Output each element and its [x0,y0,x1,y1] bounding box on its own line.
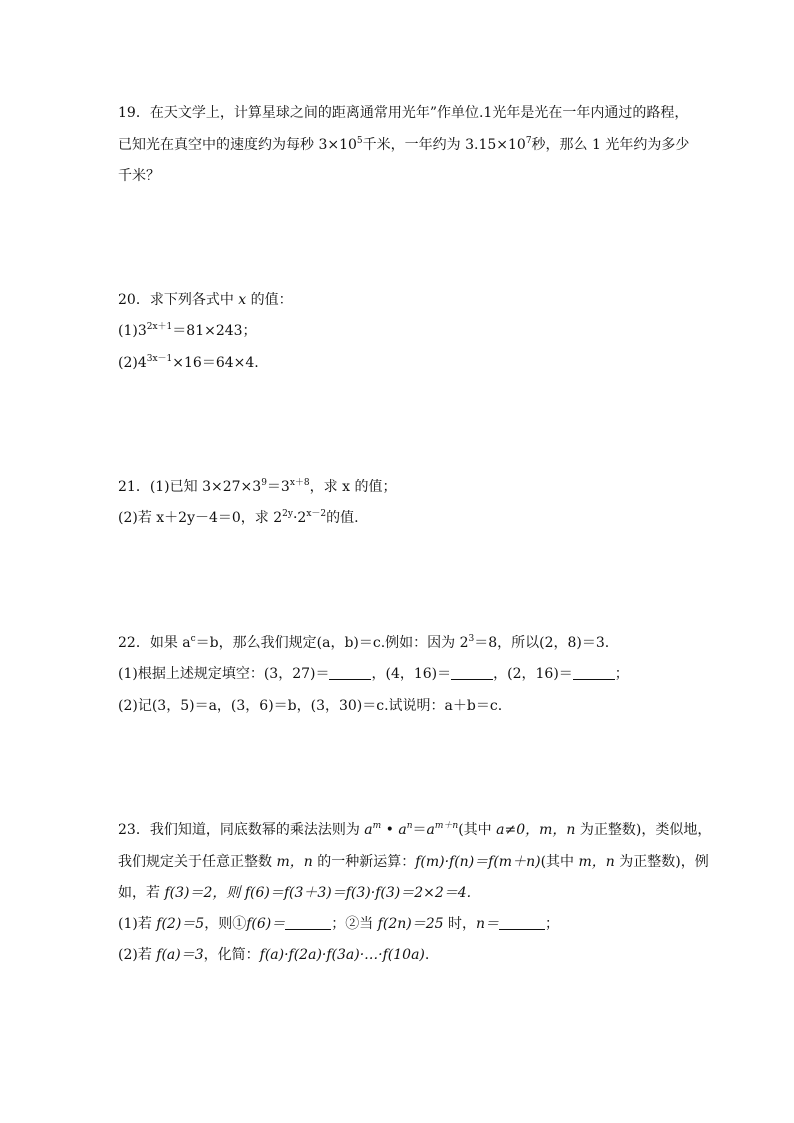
q19-text-3: 千米？ [118,168,160,184]
q23-l2-mn: m，n [276,854,313,870]
q23-p1-c: ；②当 [331,916,378,932]
q23-p1-f6: f(6)＝ [246,916,286,932]
q23-l3-a: 如，若 [118,885,165,901]
q23-l1-dot: • [381,822,399,838]
q23-part-1 [118,914,559,934]
q19-line-2 [118,135,689,155]
q19-exponent-2: 7 [525,136,532,146]
q23-l2-b: 的一种新运算： [312,854,416,870]
answer-blank-3[interactable] [573,665,615,680]
q23-p2-fa: f(a)＝3 [156,947,204,963]
q23-part-2 [118,945,429,965]
q23-p1-b: ，则① [204,916,247,932]
q22-p1-d: ； [614,666,629,682]
q22-head-exponent-1: c [190,634,196,644]
q19-text-2b: 千米，一年约为 3.15×10 [362,137,526,153]
q23-l2-d: 为正整数)，例 [614,854,709,870]
q22-head-exponent-2: 3 [468,634,475,644]
q22-p1-a: (1)根据上述规定填空：(3，27)＝ [118,666,330,682]
q23-line-1 [118,820,711,840]
q23-l2-c: (其中 [540,854,579,870]
q23-p1-f2: f(2)＝5 [156,916,205,932]
q20-part-2 [118,353,259,373]
q21-p2-b: ·2 [292,510,307,526]
q19-line-1 [118,103,688,123]
q23-p1-d: 时， [443,916,476,932]
q22-part-2 [118,696,502,716]
q21-p1-exponent-2: x＋8 [289,478,310,488]
q23-l2-f: f(m)·f(n)＝f(m＋n) [415,854,541,870]
q19-text-2c: 秒，那么 1 光年约为多少 [531,137,690,153]
q20-head-b: 的值： [246,292,293,308]
q20-p2-b: ×16＝64×4. [172,355,259,371]
q23-l1-c: 为正整数)，类似地， [575,822,712,838]
q19-text-1: 19．在天文学上，计算星球之间的距离通常用光年”作单位.1光年是光在一年内通过的路程， [118,105,689,121]
q22-heading [118,633,609,653]
q22-head-b: ＝b，那么我们规定(a，b)＝c.例如：因为 2 [195,635,469,651]
q20-heading [118,290,293,310]
q23-p2-a: (2)若 [118,947,157,963]
q23-p2-b: ，化简： [203,947,260,963]
q23-p2-expr: f(a)·f(2a)·f(3a)·…·f(10a) [259,947,425,963]
q22-p2-text: (2)记(3，5)＝a，(3，6)＝b，(3，30)＝c.试说明：a＋b＝c. [118,698,503,714]
q23-l1-am: a [364,822,373,838]
q20-p1-b: ＝81×243； [172,323,257,339]
q23-p1-f2n: f(2n)＝25 [377,916,444,932]
q22-p1-c: ，(2，16)＝ [493,666,573,682]
q21-p1-c: ，求 x 的值； [309,479,397,495]
q19-line-3 [118,166,160,186]
q23-l1-b: (其中 [458,822,497,838]
q21-p1-exponent-1: 9 [261,478,267,488]
q21-p2-a: (2)若 x＋2y－4＝0，求 2 [118,510,283,526]
q23-l1-cond: a≠0，m，n [496,822,576,838]
q19-text-2a: 已知光在真空中的速度约为每秒 3×10 [118,137,357,153]
q23-p1-n: n＝ [475,916,499,932]
q23-l3-f: f(3)＝2，则 f(6)＝f(3＋3)＝f(3)·f(3)＝2×2＝4. [164,885,472,901]
q21-p2-exponent-2: x－2 [306,509,327,519]
q22-head-c: ＝8，所以(2，8)＝3. [474,635,610,651]
q20-p1-a: (1)3 [118,323,147,339]
q23-p1-a: (1)若 [118,916,157,932]
q21-part-1 [118,477,396,497]
q20-p2-exponent: 3x－1 [146,354,173,364]
answer-blank-1[interactable] [329,665,371,680]
q23-l1-an: a [398,822,407,838]
q23-l1-an-exponent: n [406,821,413,831]
answer-blank-5[interactable] [499,915,545,930]
q20-variable: x [238,292,247,308]
q21-part-2 [118,508,359,528]
q22-head-a: 22．如果 a [118,635,191,651]
q20-p1-exponent: 2x＋1 [146,322,173,332]
q23-l1-amn-exponent: m＋n [434,821,459,831]
q23-line-2 [118,852,709,872]
answer-blank-4[interactable] [285,915,331,930]
q20-head-a: 20．求下列各式中 [118,292,239,308]
q23-l1-am-exponent: m [372,821,382,831]
q22-p1-b: ，(4，16)＝ [371,666,452,682]
q21-p1-b: ＝3 [266,479,290,495]
q23-l2-a: 我们规定关于任意正整数 [118,854,277,870]
q20-p2-a: (2)4 [118,355,147,371]
q19-exponent-1: 5 [356,136,363,146]
answer-blank-2[interactable] [451,665,493,680]
q23-l2-mn2: m，n [578,854,615,870]
q23-line-3 [118,883,471,903]
q23-l1-eq: ＝ [412,822,427,838]
q23-p2-c: . [424,947,430,963]
q22-part-1 [118,664,629,684]
q21-p2-c: 的值. [326,510,359,526]
q20-part-1 [118,321,257,341]
q23-p1-e: ； [545,916,559,932]
q21-p1-a: 21．(1)已知 3×27×3 [118,479,262,495]
q23-l1-amn: a [426,822,435,838]
q23-l1-a: 23．我们知道，同底数幂的乘法法则为 [118,822,365,838]
q21-p2-exponent-1: 2y [282,509,293,519]
